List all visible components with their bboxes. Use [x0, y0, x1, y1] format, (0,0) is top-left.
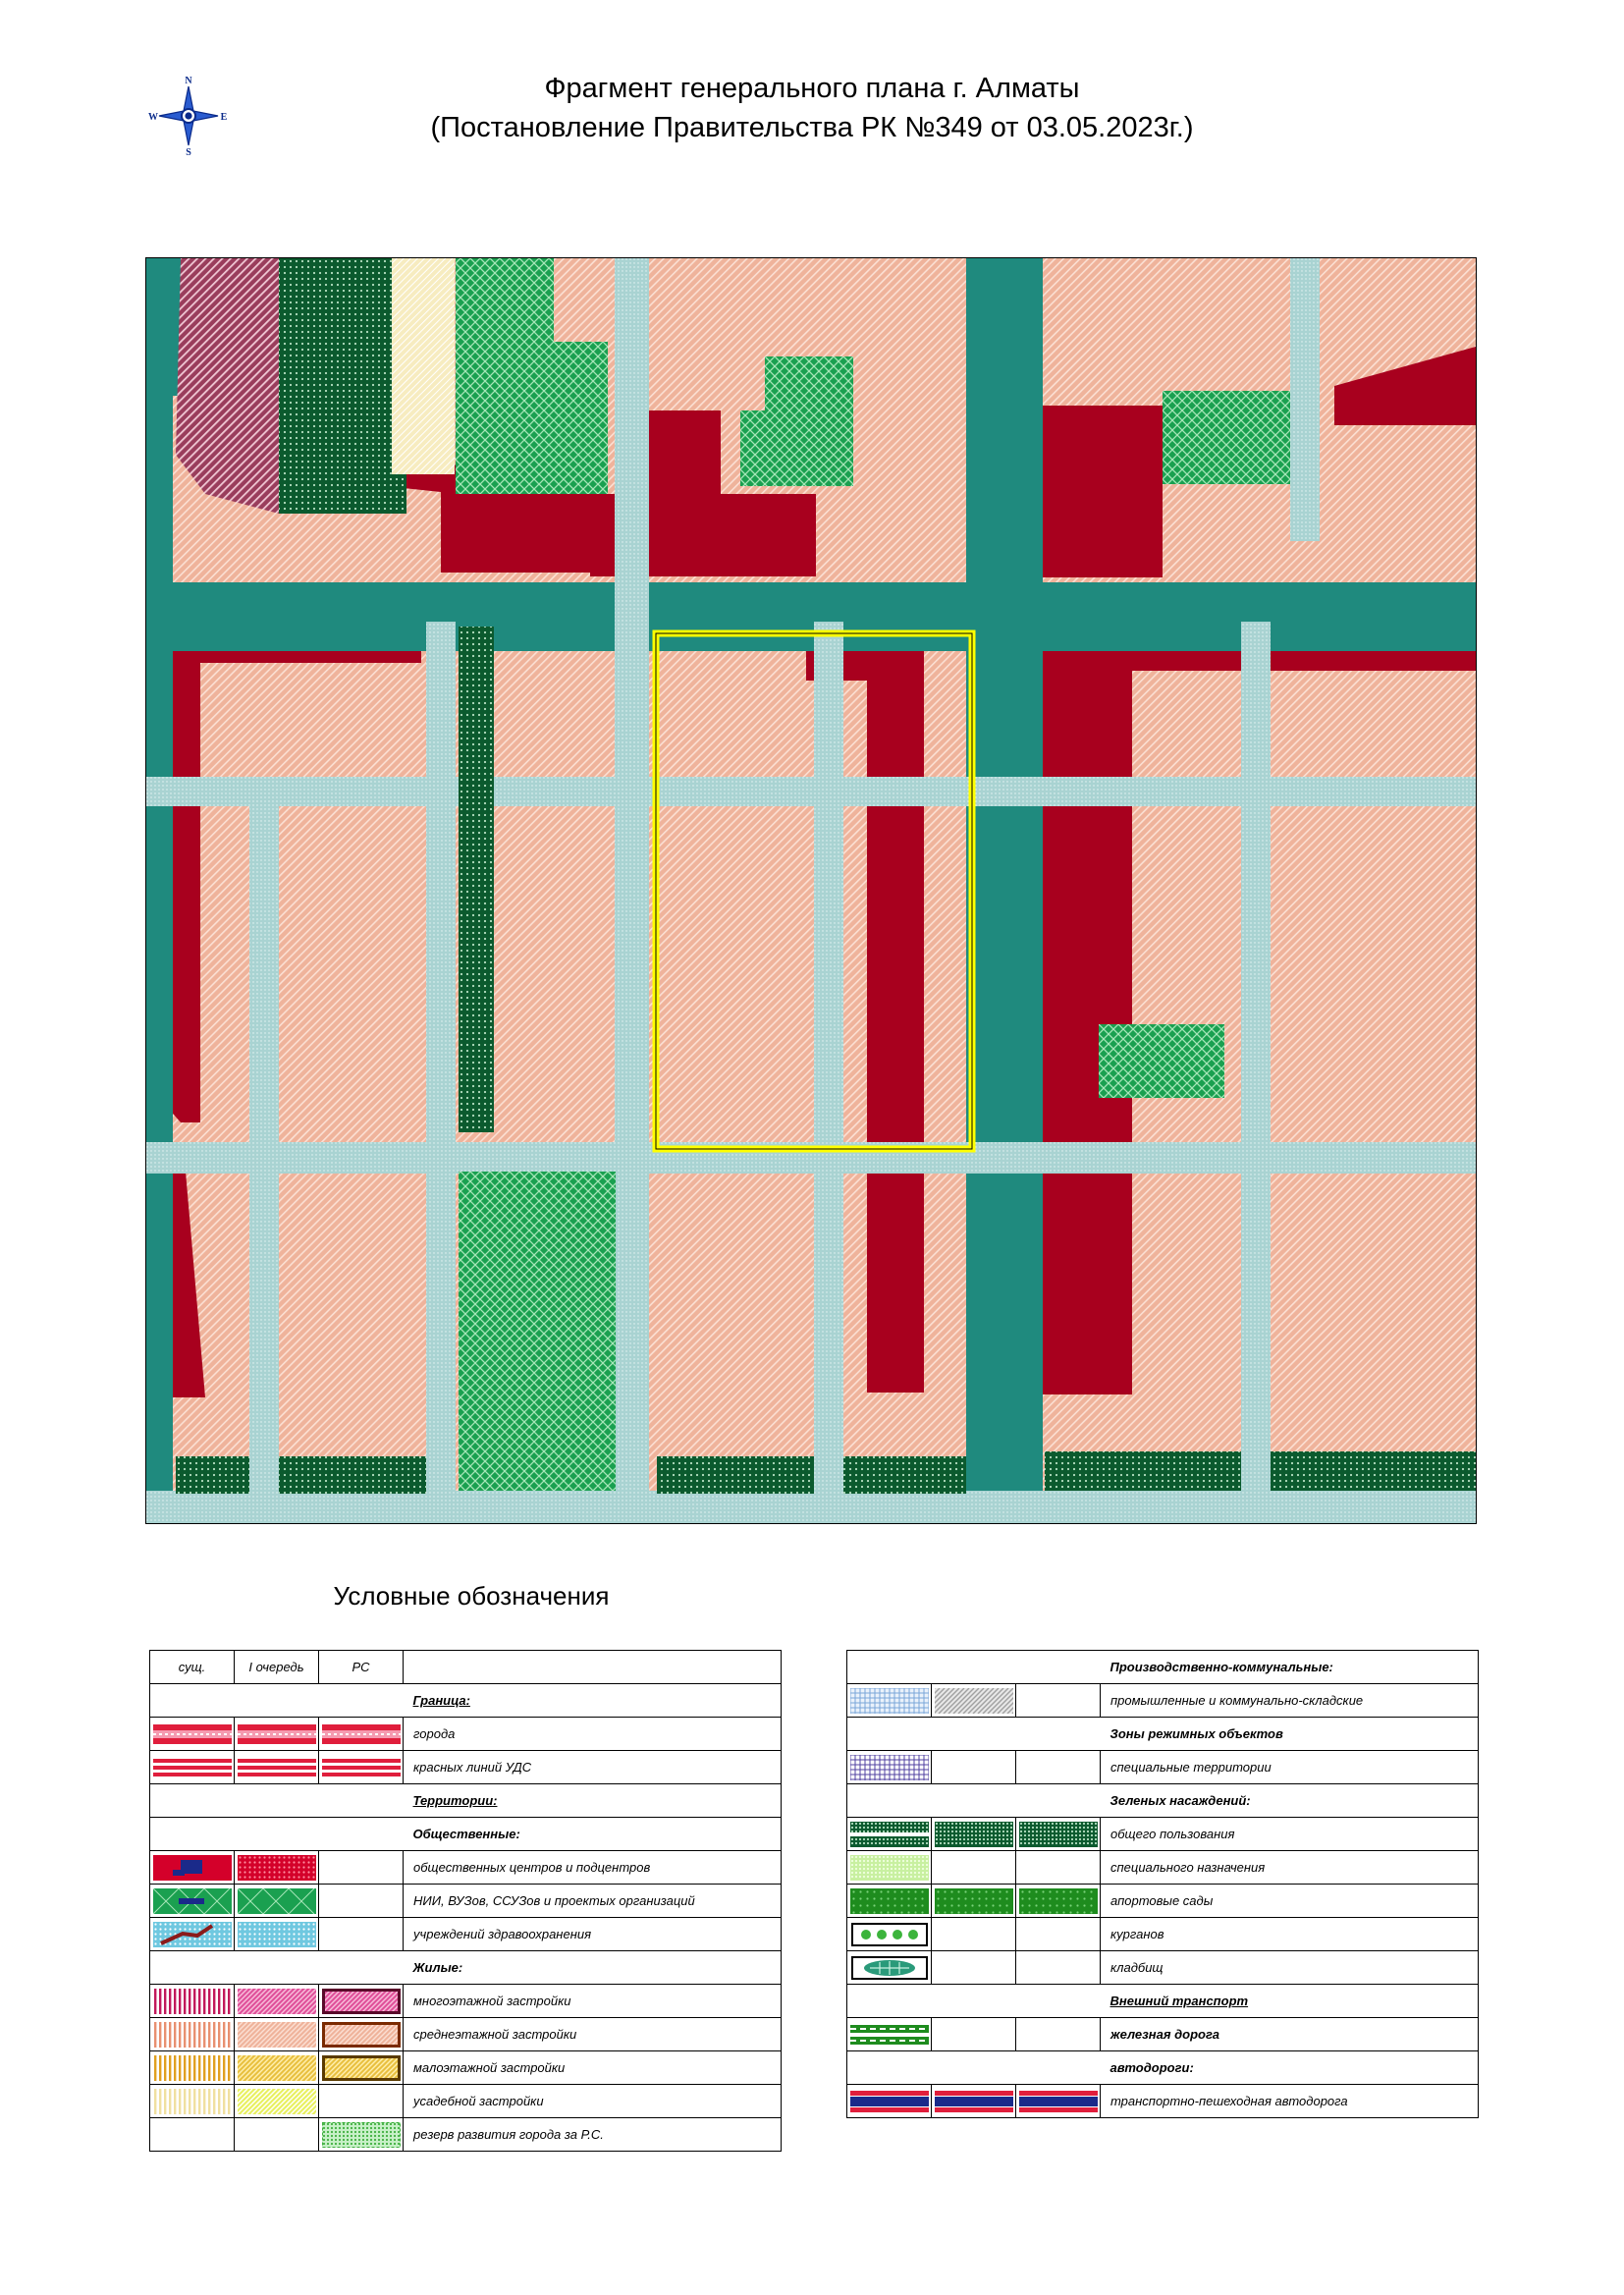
public-center-icon-swatch-icon [153, 1855, 232, 1881]
empty-symbol-cell [932, 1851, 1016, 1885]
legend-header-first-stage: I очередь [235, 1651, 319, 1684]
empty-symbol-cell [319, 1851, 404, 1885]
industrial-hatch-symbol-cell [932, 1684, 1016, 1718]
empty-symbol-cell [1016, 2018, 1101, 2051]
legend-left-item-label: усадебной застройки [404, 2085, 782, 2118]
legend-left-item-label: малоэтажной застройки [404, 2051, 782, 2085]
legend-left-row [150, 1684, 782, 1718]
midrise-stripes-symbol-cell [150, 2018, 235, 2051]
empty-symbol-cell [150, 2118, 235, 2152]
legend-left-item-label: учреждений здравоохранения [404, 1918, 782, 1951]
lowrise-stripes-symbol-cell [150, 2051, 235, 2085]
boundary-city-swatch-icon [238, 1721, 316, 1747]
cemetery-swatch-icon [850, 1955, 929, 1981]
red-lines-swatch-icon [238, 1755, 316, 1780]
cemetery-symbol-cell [847, 1951, 932, 1985]
legend-right-item-label: кладбищ [1101, 1951, 1479, 1985]
orchard-swatch-icon [1019, 1888, 1098, 1914]
empty-symbol-cell [932, 1951, 1016, 1985]
legend-left-row [150, 1718, 782, 1751]
estate-stripes-symbol-cell [150, 2085, 235, 2118]
boundary-city-symbol-cell [319, 1718, 404, 1751]
compass-rose-icon [147, 75, 230, 157]
motorway-symbol-cell [1016, 2085, 1101, 2118]
red-lines-symbol-cell [150, 1751, 235, 1784]
motorway-swatch-icon [850, 2089, 929, 2114]
legend-right-item-label: промышленные и коммунально-складские [1101, 1684, 1479, 1718]
legend-left-item-label: НИИ, ВУЗов, ССУЗов и проектых организаций [404, 1885, 782, 1918]
legend-left-item-label: многоэтажной застройки [404, 1985, 782, 2018]
legend-right-row [847, 1784, 1479, 1818]
legend-left-item-label: города [404, 1718, 782, 1751]
legend-right-item-label: железная дорога [1101, 2018, 1479, 2051]
public-center-icon-symbol-cell [150, 1851, 235, 1885]
kurgan-swatch-icon [850, 1922, 929, 1947]
highrise-box-symbol-cell [319, 1985, 404, 2018]
legend-right-row [847, 1851, 1479, 1885]
compass-east: E [220, 112, 228, 123]
boundary-city-swatch-icon [322, 1721, 401, 1747]
legend-left-item-label: общественных центров и подцентров [404, 1851, 782, 1885]
legend-left-row [150, 1918, 782, 1951]
science-icon-symbol-cell [150, 1885, 235, 1918]
boundary-city-swatch-icon [153, 1721, 232, 1747]
legend-right-row [847, 1651, 1479, 1684]
industrial-grid-symbol-cell [847, 1684, 932, 1718]
green-public-swatch-icon [1019, 1822, 1098, 1847]
legend-right-section-label: Производственно-коммунальные: [1101, 1651, 1479, 1684]
legend-left-row [150, 2118, 782, 2152]
master-plan-map [145, 257, 1477, 1524]
legend-left-item-label: резерв развития города за Р.С. [404, 2118, 782, 2152]
industrial-hatch-swatch-icon [935, 1688, 1013, 1714]
science-swatch-icon [238, 1888, 316, 1914]
legend-right-row [847, 2085, 1479, 2118]
midrise-hatch-swatch-icon [238, 2022, 316, 2048]
lowrise-stripes-swatch-icon [153, 2055, 232, 2081]
legend-header-existing: сущ. [150, 1651, 235, 1684]
orchard-symbol-cell [1016, 1885, 1101, 1918]
legend-right-row [847, 1918, 1479, 1951]
legend-right-row [847, 2051, 1479, 2085]
legend-right-row [847, 1818, 1479, 1851]
health-icon-symbol-cell [150, 1918, 235, 1951]
empty-symbol-cell [1016, 1951, 1101, 1985]
orchard-symbol-cell [847, 1885, 932, 1918]
estate-hatch-symbol-cell [235, 2085, 319, 2118]
highrise-area [176, 258, 279, 514]
legend-left-row [150, 1784, 782, 1818]
legend-right-item-label: курганов [1101, 1918, 1479, 1951]
legend-left-section-label: Граница: [404, 1684, 782, 1718]
map-title: Фрагмент генерального плана г. Алматы [544, 73, 1080, 104]
reserve-symbol-cell [319, 2118, 404, 2152]
compass-west: W [148, 112, 158, 123]
legend-right-section-label: Зеленых насаждений: [1101, 1784, 1479, 1818]
health-swatch-icon [238, 1922, 316, 1947]
compass-north: N [185, 76, 192, 86]
legend-left-row [150, 1818, 782, 1851]
map-subtitle: (Постановление Правительства РК №349 от 03.05.2023г.) [430, 112, 1194, 143]
railway-swatch-icon [850, 2022, 929, 2048]
legend-right-row [847, 1751, 1479, 1784]
science-symbol-cell [235, 1885, 319, 1918]
red-lines-symbol-cell [319, 1751, 404, 1784]
legend-table-right [846, 1650, 1479, 2118]
legend-left-section-label: Территории: [404, 1784, 782, 1818]
green-public-split-swatch-icon [850, 1822, 929, 1847]
legend-right-item-label: апортовые сады [1101, 1885, 1479, 1918]
green-public-symbol-cell [932, 1818, 1016, 1851]
midrise-stripes-swatch-icon [153, 2022, 232, 2048]
green-public-split-symbol-cell [847, 1818, 932, 1851]
red-lines-swatch-icon [153, 1755, 232, 1780]
midrise-hatch-symbol-cell [235, 2018, 319, 2051]
empty-symbol-cell [1016, 1751, 1101, 1784]
legend-left-row [150, 1851, 782, 1885]
railway-symbol-cell [847, 2018, 932, 2051]
legend-right-row [847, 2018, 1479, 2051]
midrise-box-swatch-icon [322, 2022, 401, 2048]
reserve-swatch-icon [322, 2122, 401, 2148]
health-symbol-cell [235, 1918, 319, 1951]
legend-table-left [149, 1650, 782, 2152]
highrise-hatch-swatch-icon [238, 1989, 316, 2014]
estate-hatch-swatch-icon [238, 2089, 316, 2114]
legend-left-row [150, 1951, 782, 1985]
empty-symbol-cell [1016, 1851, 1101, 1885]
legend-right-row [847, 1684, 1479, 1718]
public-center-symbol-cell [235, 1851, 319, 1885]
public-center-swatch-icon [238, 1855, 316, 1881]
empty-symbol-cell [319, 1885, 404, 1918]
legend-left-row [150, 1985, 782, 2018]
industrial-grid-swatch-icon [850, 1688, 929, 1714]
special-grid-swatch-icon [850, 1755, 929, 1780]
empty-symbol-cell [235, 2118, 319, 2152]
motorway-symbol-cell [932, 2085, 1016, 2118]
boundary-city-symbol-cell [150, 1718, 235, 1751]
midrise-box-symbol-cell [319, 2018, 404, 2051]
empty-symbol-cell [319, 2085, 404, 2118]
green-dark-area [279, 258, 406, 514]
orchard-swatch-icon [935, 1888, 1013, 1914]
legend-left-item-label: красных линий УДС [404, 1751, 782, 1784]
motorway-symbol-cell [847, 2085, 932, 2118]
legend-left-row [150, 2051, 782, 2085]
legend-right-item-label: транспортно-пешеходная автодорога [1101, 2085, 1479, 2118]
legend-left-row [150, 1885, 782, 1918]
legend-left-section-label: Общественные: [404, 1818, 782, 1851]
green-public-swatch-icon [935, 1822, 1013, 1847]
kurgan-symbol-cell [847, 1918, 932, 1951]
empty-symbol-cell [319, 1918, 404, 1951]
health-icon-swatch-icon [153, 1922, 232, 1947]
legend-right-item-label: общего пользования [1101, 1818, 1479, 1851]
highrise-box-swatch-icon [322, 1989, 401, 2014]
empty-symbol-cell [1016, 1918, 1101, 1951]
legend-right-section-label: Внешний транспорт [1101, 1985, 1479, 2018]
compass-south: S [186, 147, 191, 157]
lowrise-box-swatch-icon [322, 2055, 401, 2081]
empty-symbol-cell [932, 1918, 1016, 1951]
legend-left-row [150, 1751, 782, 1784]
legend-right-row [847, 1985, 1479, 2018]
motorway-swatch-icon [935, 2089, 1013, 2114]
green-special-symbol-cell [847, 1851, 932, 1885]
red-lines-swatch-icon [322, 1755, 401, 1780]
estate-area [392, 258, 455, 474]
legend-left-row [150, 2018, 782, 2051]
orchard-symbol-cell [932, 1885, 1016, 1918]
legend-header-rs: РС [319, 1651, 404, 1684]
lowrise-hatch-symbol-cell [235, 2051, 319, 2085]
boundary-city-symbol-cell [235, 1718, 319, 1751]
red-lines-symbol-cell [235, 1751, 319, 1784]
legend-left-row [150, 2085, 782, 2118]
highrise-stripes-symbol-cell [150, 1985, 235, 2018]
legend-left-section-label: Жилые: [404, 1951, 782, 1985]
green-public-symbol-cell [1016, 1818, 1101, 1851]
legend-right-item-label: специального назначения [1101, 1851, 1479, 1885]
empty-symbol-cell [932, 2018, 1016, 2051]
legend-right-row [847, 1885, 1479, 1918]
lowrise-hatch-swatch-icon [238, 2055, 316, 2081]
highrise-hatch-symbol-cell [235, 1985, 319, 2018]
legend-title: Условные обозначения [333, 1581, 610, 1611]
empty-symbol-cell [932, 1751, 1016, 1784]
lowrise-box-symbol-cell [319, 2051, 404, 2085]
legend-right-row [847, 1951, 1479, 1985]
legend-right-item-label: специальные территории [1101, 1751, 1479, 1784]
highrise-stripes-swatch-icon [153, 1989, 232, 2014]
legend-left-item-label: среднеэтажной застройки [404, 2018, 782, 2051]
estate-stripes-swatch-icon [153, 2089, 232, 2114]
orchard-swatch-icon [850, 1888, 929, 1914]
motorway-swatch-icon [1019, 2089, 1098, 2114]
special-grid-symbol-cell [847, 1751, 932, 1784]
empty-symbol-cell [1016, 1684, 1101, 1718]
legend-right-section-label: автодороги: [1101, 2051, 1479, 2085]
green-special-swatch-icon [850, 1855, 929, 1881]
legend-right-row [847, 1718, 1479, 1751]
science-icon-swatch-icon [153, 1888, 232, 1914]
legend-right-section-label: Зоны режимных объектов [1101, 1718, 1479, 1751]
